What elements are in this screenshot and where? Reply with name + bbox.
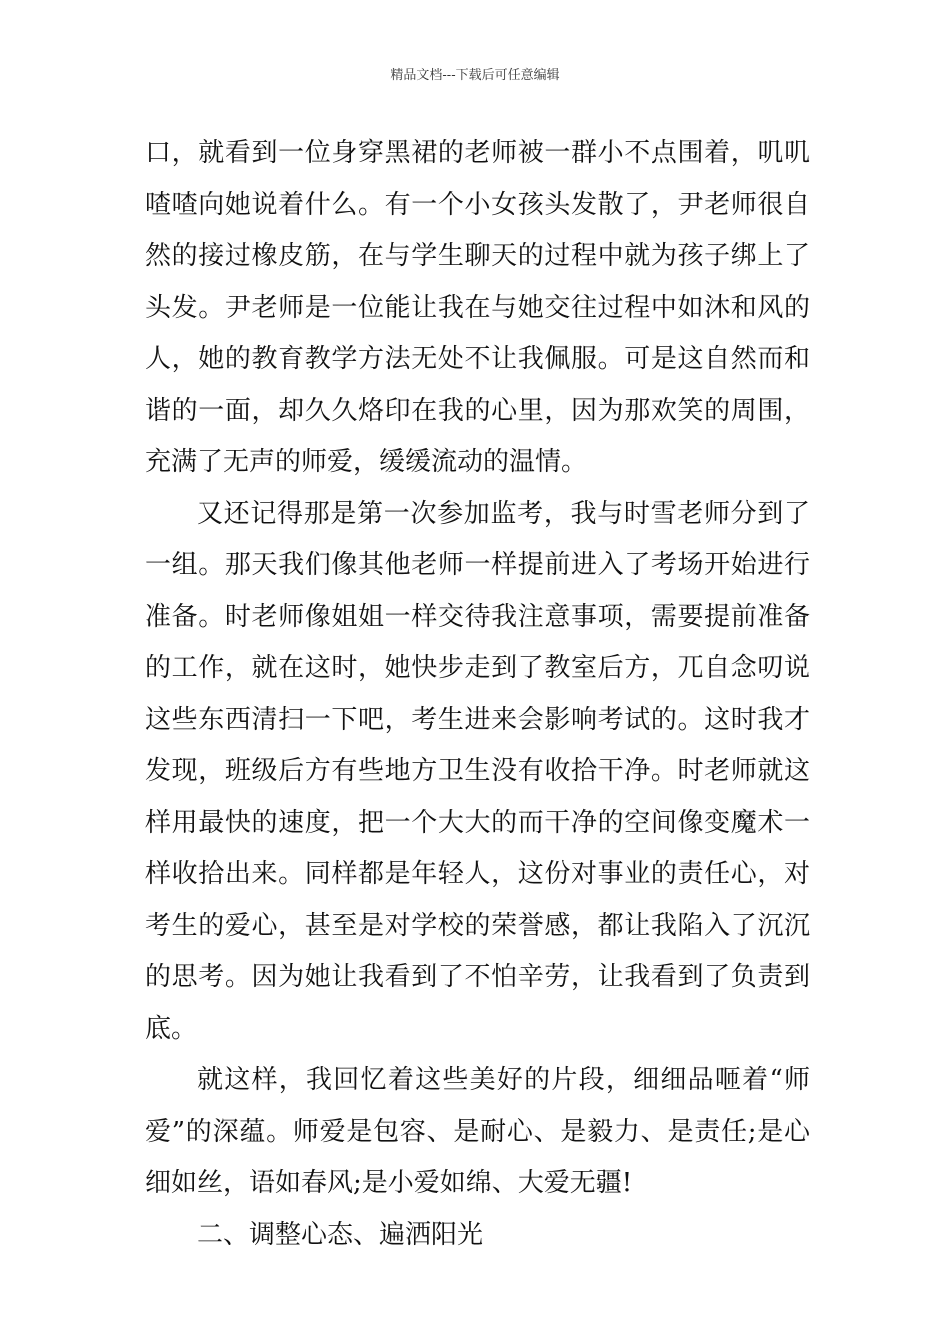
paragraph: [145, 1055, 810, 1210]
text-line: 充满了无声的师爱，缓缓流动的温情。: [145, 447, 588, 477]
text-line: 口，就看到一位身穿黑裙的老师被一群小不点围着，叽叽: [145, 138, 810, 168]
page-header: 精品文档---下载后可任意编辑: [390, 68, 560, 83]
text-line: 考生的爱心，甚至是对学校的荣誉感，都让我陷入了沉沉: [145, 910, 810, 941]
text-line: 然的接过橡皮筋，在与学生聊天的过程中就为孩子绑上了: [145, 241, 810, 271]
section-heading: 二、调整心态、遍洒阳光: [197, 1219, 484, 1250]
text-line: 一组。那天我们像其他老师一样提前进入了考场开始进行: [145, 550, 810, 580]
paragraph: [145, 128, 810, 489]
text-line: 的工作，就在这时，她快步走到了教室后方，兀自念叨说: [145, 653, 810, 683]
text-line: 就这样，我回忆着这些美好的片段，细细品咂着“师: [197, 1065, 810, 1095]
text-line: 准备。时老师像姐姐一样交待我注意事项，需要提前准备: [145, 601, 810, 632]
text-line: 底。: [145, 1013, 198, 1044]
text-line: 细如丝，语如春风;是小爱如绵、大爱无疆!: [145, 1168, 633, 1198]
text-line: 喳喳向她说着什么。有一个小女孩头发散了，尹老师很自: [145, 189, 810, 220]
text-line: 人，她的教育教学方法无处不让我佩服。可是这自然而和: [145, 344, 810, 374]
text-line: 爱”的深蕴。师爱是包容、是耐心、是毅力、是责任;是心: [145, 1116, 810, 1147]
text-line: 这些东西清扫一下吧，考生进来会影响考试的。这时我才: [145, 704, 810, 735]
text-line: 样收拾出来。同样都是年轻人，这份对事业的责任心，对: [145, 859, 810, 889]
document-body: [145, 128, 810, 1261]
text-line: 的思考。因为她让我看到了不怕辛劳，让我看到了负责到: [145, 962, 810, 992]
text-line: 发现，班级后方有些地方卫生没有收拾干净。时老师就这: [145, 756, 810, 786]
text-line: 样用最快的速度，把一个大大的而干净的空间像变魔术一: [145, 807, 810, 838]
text-line: 又还记得那是第一次参加监考，我与时雪老师分到了: [197, 498, 810, 529]
text-line: 头发。尹老师是一位能让我在与她交往过程中如沐和风的: [145, 292, 810, 323]
paragraph: [145, 489, 810, 1056]
text-line: 谐的一面，却久久烙印在我的心里，因为那欢笑的周围，: [145, 395, 810, 426]
